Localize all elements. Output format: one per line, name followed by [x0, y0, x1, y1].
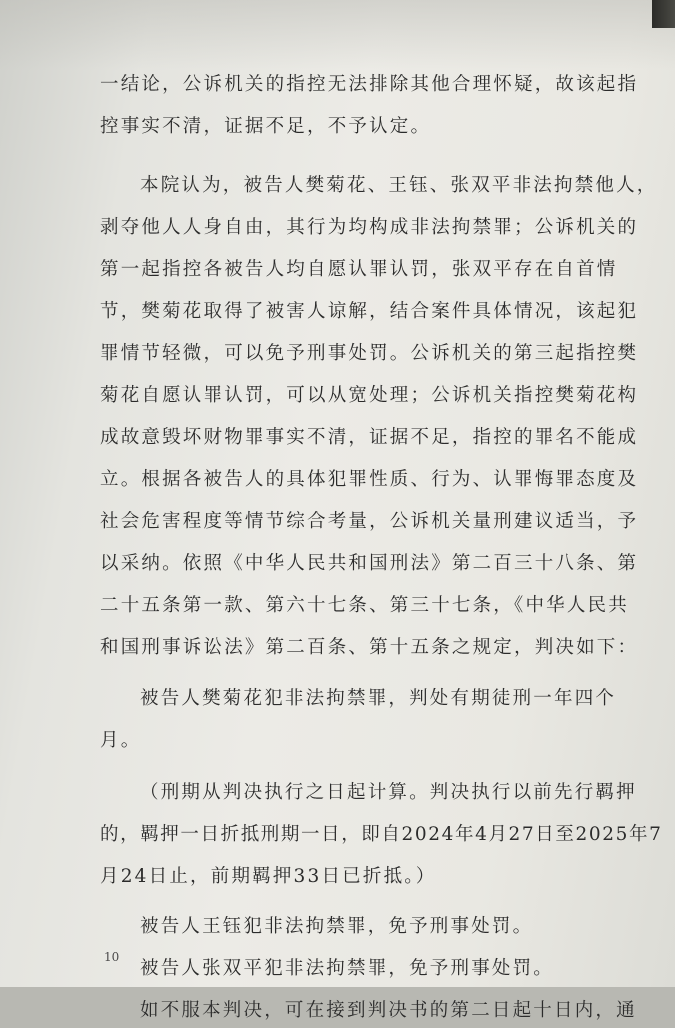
text-line: 罪情节轻微，可以免予刑事处罚。公诉机关的第三起指控樊	[100, 343, 639, 364]
text-line: 被告人张双平犯非法拘禁罪，免予刑事处罚。	[140, 958, 555, 979]
page-number: 10	[104, 950, 120, 964]
text-line: （刑期从判决执行之日起计算。判决执行以前先行羁押	[140, 782, 637, 803]
text-line: 本院认为，被告人樊菊花、王钰、张双平非法拘禁他人，	[140, 175, 658, 196]
text-line: 一结论，公诉机关的指控无法排除其他合理怀疑，故该起指	[100, 74, 639, 95]
text-line: 被告人樊菊花犯非法拘禁罪，判处有期徒刑一年四个	[140, 688, 617, 709]
text-line: 社会危害程度等情节综合考量，公诉机关量刑建议适当，予	[100, 511, 639, 532]
text-line: 如不服本判决，可在接到判决书的第二日起十日内，通	[140, 1000, 637, 1021]
text-line: 和国刑事诉讼法》第二百条、第十五条之规定，判决如下：	[100, 637, 639, 658]
text-line: 节，樊菊花取得了被害人谅解，结合案件具体情况，该起犯	[100, 301, 639, 322]
text-line: 以采纳。依照《中华人民共和国刑法》第二百三十八条、第	[100, 553, 639, 574]
text-line: 菊花自愿认罪认罚，可以从宽处理；公诉机关指控樊菊花构	[100, 385, 639, 406]
binder-clip	[652, 0, 675, 28]
text-line: 第一起指控各被告人均自愿认罪认罚，张双平存在自首情	[100, 259, 618, 280]
text-line: 月24日止，前期羁押33日已折抵。）	[100, 866, 437, 887]
text-line: 被告人王钰犯非法拘禁罪，免予刑事处罚。	[140, 916, 534, 937]
text-line: 月。	[100, 730, 142, 751]
text-line: 的，羁押一日折抵刑期一日，即自2024年4月27日至2025年7	[100, 824, 663, 845]
text-line: 控事实不清，证据不足，不予认定。	[100, 116, 432, 137]
text-line: 二十五条第一款、第六十七条、第三十七条，《中华人民共	[100, 595, 629, 616]
text-line: 成故意毁坏财物罪事实不清，证据不足，指控的罪名不能成	[100, 427, 639, 448]
text-line: 立。根据各被告人的具体犯罪性质、行为、认罪悔罪态度及	[100, 469, 639, 490]
text-line: 剥夺他人人身自由，其行为均构成非法拘禁罪；公诉机关的	[100, 217, 639, 238]
